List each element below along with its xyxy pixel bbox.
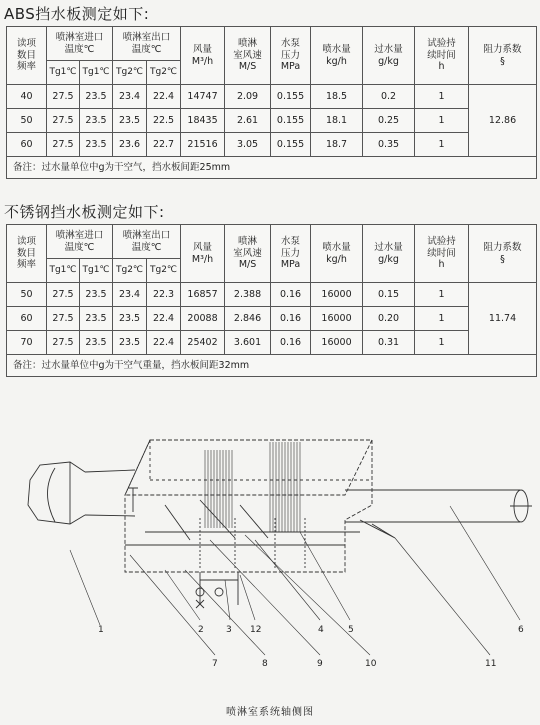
cell: 0.35 [363, 133, 415, 157]
cell: 22.7 [147, 133, 181, 157]
cell: 0.16 [271, 331, 311, 355]
cell: 23.5 [80, 283, 113, 307]
subheader-tg2-b: Tg2℃ [147, 259, 181, 283]
cell: 23.4 [113, 85, 147, 109]
cell: 3.601 [225, 331, 271, 355]
cell: 1 [415, 307, 469, 331]
cell: 0.31 [363, 331, 415, 355]
cell: 23.6 [113, 133, 147, 157]
cell: 27.5 [47, 85, 80, 109]
header-airflow: 风量 M³/h [181, 27, 225, 85]
part-label-11: 11 [485, 659, 497, 669]
header-pump-pressure: 水泵 压力 MPa [271, 225, 311, 283]
subheader-tg2-a: Tg2℃ [113, 61, 147, 85]
abs-section-title: ABS挡水板测定如下: [4, 5, 150, 23]
subheader-tg1-a: Tg1℃ [47, 61, 80, 85]
cell: 23.5 [80, 331, 113, 355]
part-label-7: 7 [212, 659, 218, 669]
cell: 23.5 [113, 109, 147, 133]
cell: 16000 [311, 307, 363, 331]
steel-section-title: 不锈钢挡水板测定如下: [4, 203, 165, 221]
subheader-tg1-a: Tg1℃ [47, 259, 80, 283]
table-row [7, 331, 537, 355]
steel-test-table [6, 224, 537, 377]
steel-note: 备注：过水量单位中g为干空气重量，挡水板间距32mm [7, 355, 537, 377]
part-label-6: 6 [518, 625, 524, 635]
cell: 21516 [181, 133, 225, 157]
cell: 0.155 [271, 133, 311, 157]
cell: 18.5 [311, 85, 363, 109]
cell: 18435 [181, 109, 225, 133]
cell: 25402 [181, 331, 225, 355]
header-duration: 试验持 续时间 h [415, 27, 469, 85]
cell: 1 [415, 133, 469, 157]
subheader-tg2-a: Tg2℃ [113, 259, 147, 283]
cell: 3.05 [225, 133, 271, 157]
cell: 40 [7, 85, 47, 109]
cell: 0.15 [363, 283, 415, 307]
cell: 23.5 [80, 307, 113, 331]
cell: 0.16 [271, 307, 311, 331]
cell: 22.5 [147, 109, 181, 133]
cell: 16000 [311, 283, 363, 307]
cell: 0.20 [363, 307, 415, 331]
header-duration: 试验持 续时间 h [415, 225, 469, 283]
diagram-caption: 喷淋室系统轴侧图 [226, 707, 314, 718]
header-pump-pressure: 水泵 压力 MPa [271, 27, 311, 85]
part-labels [98, 625, 524, 669]
table-row [7, 133, 537, 157]
cell: 22.3 [147, 283, 181, 307]
cell: 20088 [181, 307, 225, 331]
header-carryover: 过水量 g/kg [363, 225, 415, 283]
table-row [7, 85, 537, 109]
part-label-10: 10 [365, 659, 377, 669]
cell: 23.5 [113, 331, 147, 355]
cell: 23.5 [113, 307, 147, 331]
header-reading: 读项 数目 频率 [7, 27, 47, 85]
cell: 27.5 [47, 307, 80, 331]
cell: 22.4 [147, 331, 181, 355]
cell: 23.4 [113, 283, 147, 307]
cell: 1 [415, 85, 469, 109]
part-label-1: 1 [98, 625, 104, 635]
table-row [7, 109, 537, 133]
spray-chamber-drawing [28, 440, 532, 608]
cell: 1 [415, 109, 469, 133]
header-inlet-temp: 喷淋室进口 温度℃ [47, 225, 113, 259]
part-label-5: 5 [348, 625, 354, 635]
subheader-tg1-b: Tg1℃ [80, 61, 113, 85]
cell: 60 [7, 133, 47, 157]
header-airflow: 风量 M³/h [181, 225, 225, 283]
cell: 70 [7, 331, 47, 355]
header-spray-volume: 喷水量 kg/h [311, 27, 363, 85]
abs-test-table [6, 26, 537, 179]
cell: 1 [415, 331, 469, 355]
cell: 22.4 [147, 307, 181, 331]
header-resistance: 阻力系数 § [469, 225, 537, 283]
cell: 2.09 [225, 85, 271, 109]
resistance-value: 11.74 [469, 283, 537, 355]
part-label-4: 4 [318, 625, 324, 635]
cell: 27.5 [47, 331, 80, 355]
cell: 1 [415, 283, 469, 307]
header-inlet-temp: 喷淋室进口 温度℃ [47, 27, 113, 61]
cell: 16000 [311, 331, 363, 355]
abs-note: 备注：过水量单位中g为干空气，挡水板间距25mm [7, 157, 537, 179]
cell: 14747 [181, 85, 225, 109]
part-label-12: 12 [250, 625, 262, 635]
cell: 23.5 [80, 109, 113, 133]
subheader-tg2-b: Tg2℃ [147, 61, 181, 85]
cell: 16857 [181, 283, 225, 307]
cell: 23.5 [80, 85, 113, 109]
header-carryover: 过水量 g/kg [363, 27, 415, 85]
resistance-value: 12.86 [469, 85, 537, 157]
header-reading: 读项 数目 频率 [7, 225, 47, 283]
part-label-8: 8 [262, 659, 268, 669]
subheader-tg1-b: Tg1℃ [80, 259, 113, 283]
part-label-3: 3 [226, 625, 232, 635]
header-outlet-temp: 喷淋室出口 温度℃ [113, 225, 181, 259]
cell: 2.61 [225, 109, 271, 133]
cell: 18.7 [311, 133, 363, 157]
header-air-speed: 喷淋 室风速 M/S [225, 27, 271, 85]
cell: 60 [7, 307, 47, 331]
cell: 22.4 [147, 85, 181, 109]
part-label-2: 2 [198, 625, 204, 635]
cell: 2.846 [225, 307, 271, 331]
table-row [7, 283, 537, 307]
cell: 50 [7, 109, 47, 133]
cell: 0.16 [271, 283, 311, 307]
cell: 2.388 [225, 283, 271, 307]
cell: 18.1 [311, 109, 363, 133]
header-air-speed: 喷淋 室风速 M/S [225, 225, 271, 283]
cell: 23.5 [80, 133, 113, 157]
spray-chamber-axonometric-diagram [0, 420, 540, 700]
cell: 0.25 [363, 109, 415, 133]
cell: 0.155 [271, 109, 311, 133]
header-resistance: 阻力系数 § [469, 27, 537, 85]
table-row [7, 307, 537, 331]
cell: 27.5 [47, 109, 80, 133]
cell: 0.2 [363, 85, 415, 109]
header-outlet-temp: 喷淋室出口 温度℃ [113, 27, 181, 61]
cell: 50 [7, 283, 47, 307]
leader-lines [70, 506, 520, 655]
cell: 27.5 [47, 133, 80, 157]
cell: 0.155 [271, 85, 311, 109]
part-label-9: 9 [317, 659, 323, 669]
header-spray-volume: 喷水量 kg/h [311, 225, 363, 283]
cell: 27.5 [47, 283, 80, 307]
